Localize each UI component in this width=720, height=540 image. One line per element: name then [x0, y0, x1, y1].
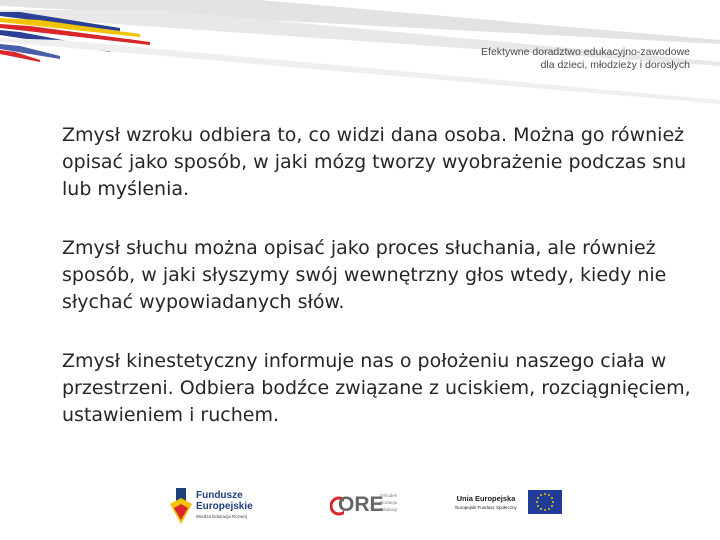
- eu-logo: [450, 488, 565, 524]
- ore-name: ORE: [338, 493, 384, 516]
- eu-flag-icon: [528, 490, 562, 514]
- fe-name-line1: Fundusze: [196, 490, 243, 501]
- fe-sub: Wiedza Edukacja Rozwój: [196, 514, 247, 519]
- paragraph-sight: Zmysł wzroku odbiera to, co widzi dana osoba. Można go również opisać jako sposób, w jaki mózg tworzy wyobrażenie podczas snu lub myślenia.: [62, 124, 687, 200]
- project-title: [481, 46, 690, 72]
- paragraph-kinesthetic: Zmysł kinestetyczny informuje nas o położeniu naszego ciała w przestrzeni. Odbiera bodźce związane z uciskiem, rozciągnięciem, ustawieniem i ruchem.: [62, 350, 691, 426]
- ore-sub2: Rozwoju: [380, 500, 398, 505]
- eu-sub: Europejski Fundusz Społeczny: [455, 505, 517, 510]
- slide-content: [62, 122, 692, 461]
- ore-logo: [330, 490, 410, 520]
- ore-sub3: Edukacji: [380, 507, 398, 512]
- project-title-line2: dla dzieci, młodzieży i dorosłych: [540, 59, 690, 71]
- fe-star-icon: [170, 488, 192, 524]
- ore-sub1: Ośrodek: [380, 493, 398, 498]
- eu-name: Unia Europejska: [456, 494, 516, 503]
- paragraph-hearing: Zmysł słuchu można opisać jako proces słuchania, ale również sposób, w jaki słyszymy swój wewnętrzny głos wtedy, kiedy nie słychać wypowiadanych słów.: [62, 237, 667, 313]
- fe-name-line2: Europejskie: [196, 501, 253, 512]
- fundusze-europejskie-logo: [170, 486, 260, 526]
- project-title-line1: Efektywne doradztwo edukacyjno-zawodowe: [481, 46, 690, 58]
- footer-logos: [0, 478, 720, 528]
